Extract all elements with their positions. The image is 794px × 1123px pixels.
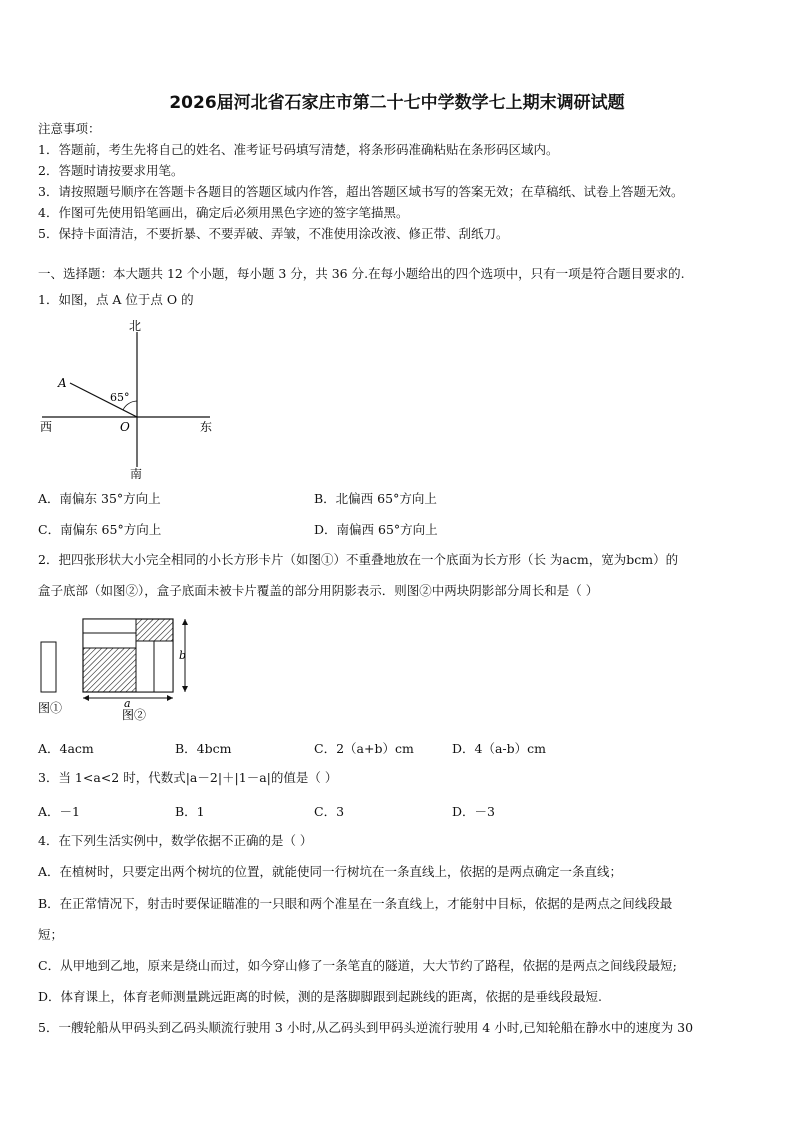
q4-stem: 4．在下列生活实例中，数学依据不正确的是（ ） [38, 833, 313, 848]
q2-option-a: A．4acm [38, 741, 94, 756]
q3-option-d: D．－3 [452, 804, 495, 819]
q2-option-d: D．4（a-b）cm [452, 741, 547, 756]
angle-label: 65° [110, 391, 130, 404]
card-figure [30, 612, 210, 724]
south-label: 南 [130, 467, 143, 481]
q2-stem-line1: 2．把四张形状大小完全相同的小长方形卡片（如图①）不重叠地放在一个底面为长方形（长 为acm，宽为bcm）的 [38, 552, 679, 567]
fig2-caption: 图② [122, 708, 147, 722]
q1-option-a: A．南偏东 35°方向上 [38, 491, 161, 506]
q1-option-d: D．南偏西 65°方向上 [314, 522, 438, 537]
q4-option-b: B．在正常情况下，射击时要保证瞄准的一只眼和两个准星在一条直线上，才能射中目标，依据的是两点之间线段最 [38, 896, 673, 911]
q4-option-c: C．从甲地到乙地，原来是绕山而过，如今穿山修了一条笔直的隧道，大大节约了路程，依据的是两点之间线段最短; [38, 958, 677, 973]
note-item: 3．请按照题号顺序在答题卡各题目的答题区域内作答，超出答题区域书写的答案无效；在草稿纸、试卷上答题无效。 [38, 184, 684, 199]
point-o-label: O [120, 420, 130, 434]
point-a-label: A [58, 376, 67, 390]
q1-option-b: B．北偏西 65°方向上 [314, 491, 437, 506]
q2-stem-line2: 盒子底部（如图②），盒子底面未被卡片覆盖的部分用阴影表示．则图②中两块阴影部分周长和是（ ） [38, 583, 599, 598]
section-heading: 一、选择题：本大题共 12 个小题，每小题 3 分，共 36 分.在每小题给出的四个选项中，只有一项是符合题目要求的. [38, 266, 685, 281]
q3-stem: 3．当 1<a<2 时，代数式|a－2|＋|1－a|的值是（ ） [38, 770, 338, 785]
q3-option-b: B．1 [175, 804, 205, 819]
note-item: 2．答题时请按要求用笔。 [38, 163, 184, 178]
q3-option-c: C．3 [314, 804, 345, 819]
q4-option-d: D．体育课上，体育老师测量跳远距离的时候，测的是落脚脚跟到起跳线的距离，依据的是垂线段最短. [38, 989, 602, 1004]
q5-stem: 5．一艘轮船从甲码头到乙码头顺流行驶用 3 小时,从乙码头到甲码头逆流行驶用 4 小时,已知轮船在静水中的速度为 30 [38, 1020, 694, 1035]
q4-option-b-cont: 短； [38, 927, 64, 942]
notes-heading: 注意事项： [38, 121, 101, 136]
q4-option-a: A．在植树时，只要定出两个树坑的位置，就能使同一行树坑在一条直线上，依据的是两点确定一条直线； [38, 864, 623, 879]
note-item: 4．作图可先使用铅笔画出，确定后必须用黑色字迹的签字笔描黑。 [38, 205, 409, 220]
east-label: 东 [200, 420, 213, 434]
dim-b-label: b [179, 649, 187, 662]
fig1-caption: 图① [38, 701, 63, 715]
north-label: 北 [129, 319, 142, 333]
compass-figure [30, 315, 230, 485]
west-label: 西 [40, 420, 53, 434]
dim-a-label: a [124, 697, 131, 710]
q3-option-a: A．－1 [38, 804, 80, 819]
page-title: 2026届河北省石家庄市第二十七中学数学七上期末调研试题 [169, 93, 625, 113]
note-item: 5．保持卡面清洁，不要折暴、不要弄破、弄皱，不准使用涂改液、修正带、刮纸刀。 [38, 226, 509, 241]
q2-option-b: B．4bcm [175, 741, 232, 756]
q1-option-c: C．南偏东 65°方向上 [38, 522, 162, 537]
note-item: 1．答题前，考生先将自己的姓名、准考证号码填写清楚，将条形码准确粘贴在条形码区域内。 [38, 142, 559, 157]
q1-stem: 1．如图，点 A 位于点 O 的 [38, 292, 194, 307]
q2-option-c: C．2（a+b）cm [314, 741, 414, 756]
